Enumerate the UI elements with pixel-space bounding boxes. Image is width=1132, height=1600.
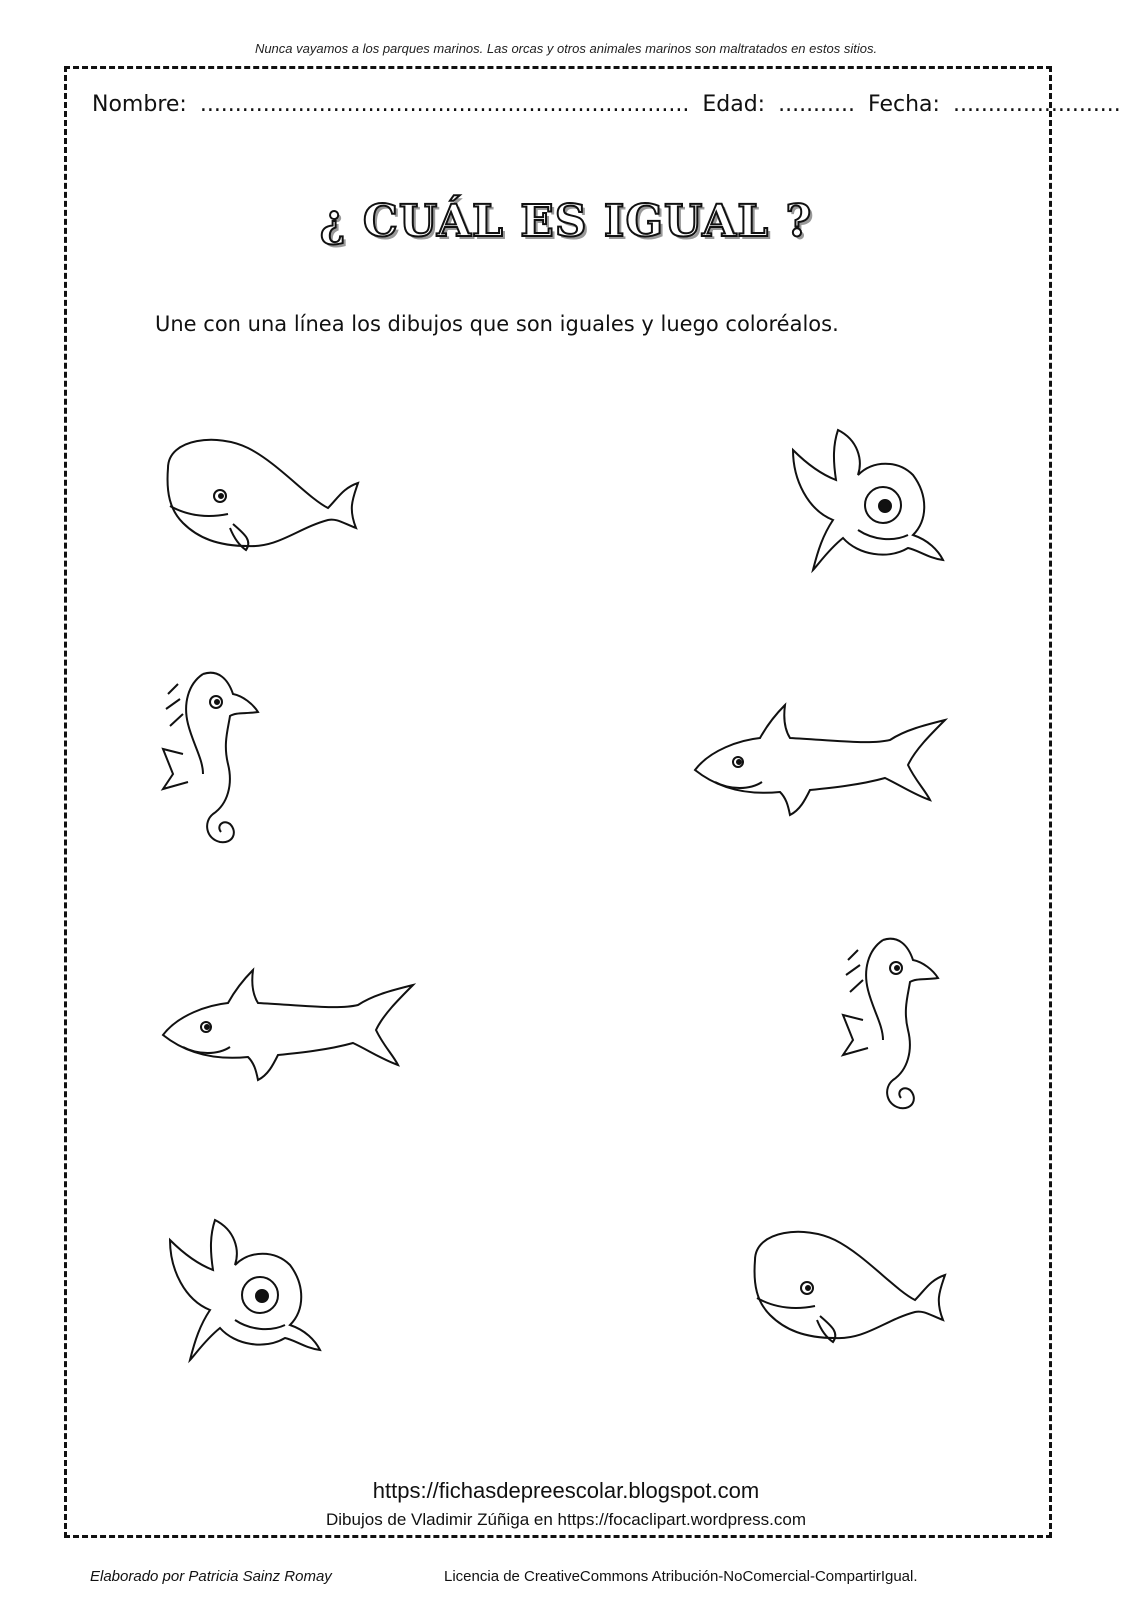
footer-credit: Dibujos de Vladimir Zúñiga en https://focaclipart.wordpress.com bbox=[326, 1510, 806, 1529]
edad-label: Edad: bbox=[702, 92, 766, 117]
fish-icon bbox=[788, 420, 948, 575]
license-text: Licencia de CreativeCommons Atribución-NoComercial-CompartirIgual. bbox=[444, 1568, 918, 1585]
whale-icon bbox=[158, 428, 368, 558]
seahorse-icon bbox=[158, 664, 268, 859]
whale-icon bbox=[745, 1220, 955, 1350]
nombre-label: Nombre: bbox=[92, 92, 187, 117]
fish-icon bbox=[165, 1210, 325, 1365]
shark-icon bbox=[158, 965, 416, 1085]
fecha-line: ........................ bbox=[952, 92, 1121, 117]
page-title: ¿ CUÁL ES IGUAL ? bbox=[319, 196, 813, 247]
fecha-label: Fecha: bbox=[868, 92, 940, 117]
seahorse-icon bbox=[838, 930, 948, 1125]
header-fields bbox=[92, 92, 1121, 117]
shark-icon bbox=[690, 700, 948, 820]
edad-line: ........... bbox=[778, 92, 856, 117]
instruction-text: Une con una línea los dibujos que son iguales y luego coloréalos. bbox=[155, 312, 839, 336]
top-note: Nunca vayamos a los parques marinos. Las orcas y otros animales marinos son maltratados en estos sitios. bbox=[254, 41, 878, 56]
nombre-line: ...................................................................... bbox=[199, 92, 690, 117]
footer-url: https://fichasdepreescolar.blogspot.com bbox=[372, 1478, 760, 1503]
author-credit: Elaborado por Patricia Sainz Romay bbox=[90, 1568, 332, 1585]
